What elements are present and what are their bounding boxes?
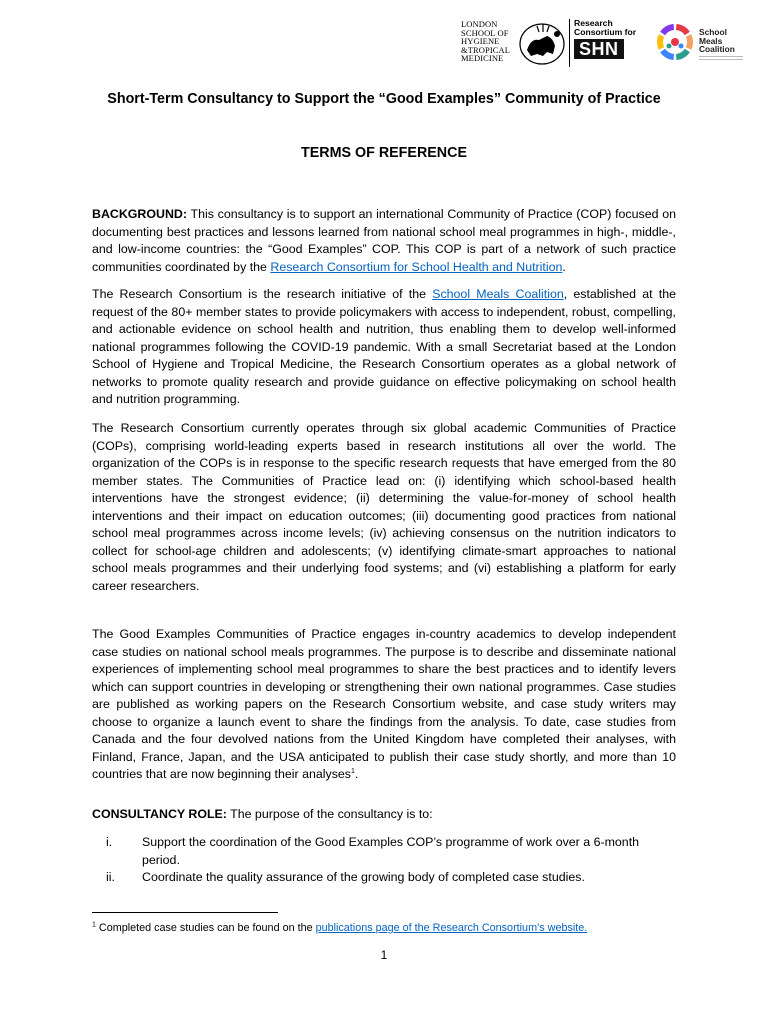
rcshn-logo — [569, 19, 652, 67]
lshtm-wordmark — [461, 20, 515, 63]
para2-before: The Research Consortium is the research initiative of the — [92, 287, 433, 301]
lshtm-line: MEDICINE — [461, 53, 504, 64]
smc-link[interactable]: School Meals Coalition — [432, 287, 564, 301]
smc-line: Meals — [699, 35, 723, 46]
role-label: CONSULTANCY ROLE: — [92, 807, 227, 821]
smc-ring-segment — [676, 51, 687, 57]
smc-line: School — [699, 27, 727, 37]
smc-ring-segment — [660, 36, 661, 49]
footnote-text: Completed case studies can be found on the — [95, 922, 316, 934]
smc-ring-segment — [663, 27, 674, 33]
shn-wordmark: SHN — [574, 39, 624, 59]
list-item-number: i. — [106, 835, 113, 849]
lshtm-line: LONDON — [461, 19, 498, 29]
consortium-paragraph — [92, 286, 676, 409]
footnote — [92, 920, 676, 936]
smc-wordmark — [699, 28, 747, 54]
good-examples-paragraph — [92, 626, 676, 784]
background-text: This consultancy is to support an international Community of Practice (COP) focused on documenting best practices and lessons learned from national school meal programmes in high-, middle-, and low-income countries: the “Good Examples” COP. This COP is part of a network of such practice communities coordinated by the — [92, 207, 676, 274]
para4-end: . — [354, 767, 359, 781]
rc-line-2: Consortium for — [574, 27, 637, 37]
rcshn-link[interactable]: Research Consortium for School Health and Nutrition — [270, 259, 563, 274]
para4-text: The Good Examples Communities of Practice engages in-country academics to develop independent case studies on national school meals programmes. The purpose is to describe and disseminate national experiences of implementing school meal programmes to share the best practices and to identify levers which can support countries in developing or strengthening their own national programmes. Case studies are published as working papers on the Research Consortium website, and case study writers may choose to organize a launch event to share the findings from the analysis. To date, case studies from Canada and the four devolved nations from the United Kingdom have completed their analyses, with Finland, France, Japan, and the USA anticipated to publish their case study shortly, and more than 10 countries that are now beginning their analyses — [92, 627, 676, 781]
smc-tagline — [699, 56, 743, 61]
rc-line-1: Research — [574, 18, 613, 28]
lshtm-crest-icon — [517, 20, 567, 66]
cop-paragraph: The Research Consortium currently operates through six global academic Communities of Practice (COPs), comprising world-leading experts based in research institutions all over the world. The organization of the COPs is in response to the specific research requests that have emerged from the 80 member states. The Communities of Practice lead on: (i) identifying which school-based health interventions have the strongest evidence; (ii) determining the value-for-money of school health interventions and their impact on education outcomes; (iii) documenting good practices from national school meal programmes across income levels; (iv) achieving consensus on the nutrition indicators to collect for school-age children and adolescents; (v) identifying climate-smart approaches to national school meals programmes and their underlying food systems; and (vi) establishing a platform for early career researchers. — [92, 421, 676, 593]
role-paragraph — [92, 806, 676, 824]
page-number: 1 — [380, 948, 388, 962]
lshtm-line: &TROPICAL — [461, 44, 511, 55]
smc-ring-segment — [689, 36, 690, 49]
list-item-text: Support the coordination of the Good Examples COP’s programme of work over a 6-month period. — [142, 835, 640, 867]
role-list — [92, 834, 676, 887]
background-paragraph — [92, 206, 676, 276]
document-subtitle: TERMS OF REFERENCE — [300, 145, 467, 161]
smc-ring-icon — [655, 22, 695, 62]
lshtm-line: HYGIENE — [461, 36, 500, 47]
background-end: . — [562, 259, 566, 274]
list-item-number: ii. — [106, 870, 115, 884]
role-text: The purpose of the consultancy is to: — [226, 807, 433, 821]
smc-logo — [655, 18, 745, 68]
background-label: BACKGROUND: — [92, 207, 187, 221]
lshtm-logo — [461, 20, 569, 70]
smc-line: Coalition — [699, 44, 735, 55]
lshtm-line: SCHOOL OF — [461, 27, 509, 38]
header-logos — [455, 14, 745, 70]
smc-ring-segment — [663, 51, 674, 57]
list-item-text: Coordinate the quality assurance of the growing body of completed case studies. — [142, 870, 585, 884]
list-item — [92, 834, 676, 869]
list-item — [92, 869, 676, 887]
smc-ring-segment — [676, 27, 687, 33]
footnote-divider — [92, 912, 278, 913]
para2-after: , established at the request of the 80+ member states to provide policymakers with access to independent, robust, compelling, and actionable evidence on school health and nutrition, thus enabling them to develop well-informed national programmes following the COVID-19 pandemic. With a small Secretariat based at the London School of Hygiene and Tropical Medicine, the Research Consortium operates as a global network of networks to promote quality research and provide guidance on effective policymaking on school health and nutrition programming. — [92, 287, 677, 406]
document-title: Short-Term Consultancy to Support the “Good Examples” Community of Practice — [107, 91, 661, 107]
footnote-number: 1 — [92, 921, 96, 929]
footnote-ref[interactable]: 1 — [351, 767, 355, 775]
publications-link[interactable]: publications page of the Research Consortium’s website. — [315, 922, 588, 934]
